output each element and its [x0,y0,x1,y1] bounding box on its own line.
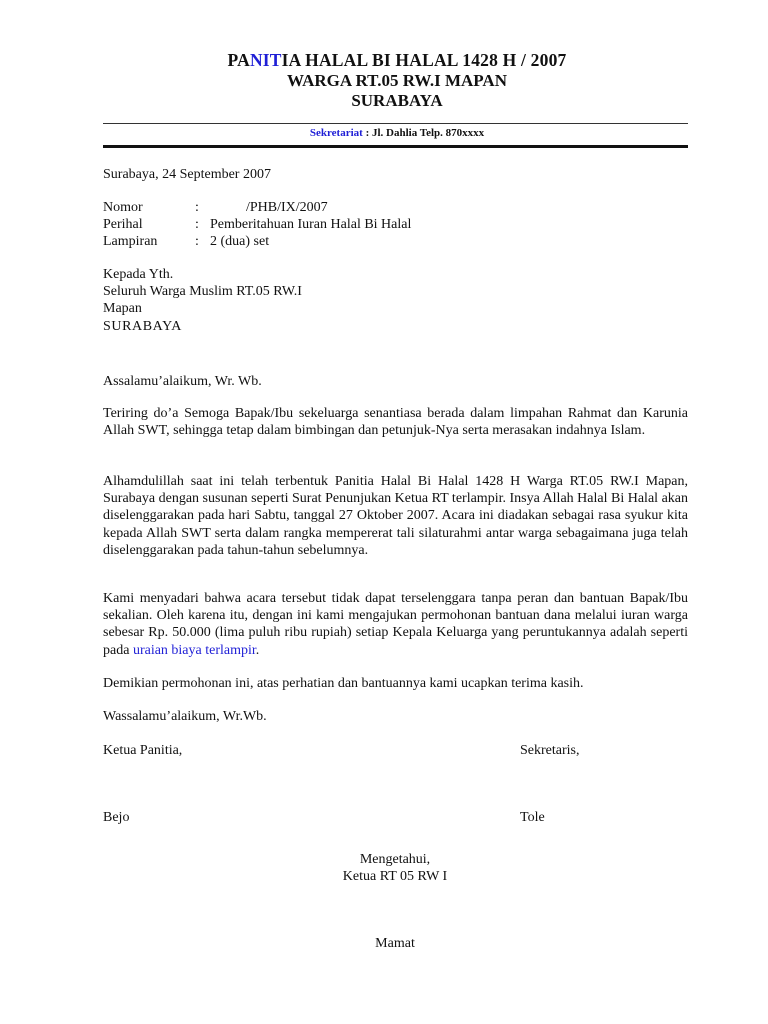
body-paragraph: Teriring do’a Semoga Bapak/Ibu sekeluarga senantiasa berada dalam limpahan Rahmat dan Karunia Allah SWT, sehingga tetap dalam bimbingan dan petunjuk-Nya serta merasakan indahnya Islam. [103,406,688,439]
closing-request: Demikian permohonan ini, atas perhatian dan bantuannya kami ucapkan terima kasih. [103,676,584,691]
letter-city: SURABAYA [351,91,443,110]
header-divider-bottom [103,145,688,148]
secretary-title: Sekretaris, [520,743,580,758]
meta-sep-nomor: : [195,200,199,215]
recipient-line: Seluruh Warga Muslim RT.05 RW.I [103,284,302,299]
chair-name: Bejo [103,810,130,825]
secretariat-line [0,127,768,139]
acknowledged-label: Mengetahui, [359,852,431,867]
meta-value-perihal: Pemberitahuan Iuran Halal Bi Halal [210,217,412,232]
greeting: Assalamu’alaikum, Wr. Wb. [103,374,262,389]
letter-date: Surabaya, 24 September 2007 [103,167,271,182]
rt-name: Mamat [375,936,415,951]
rt-title: Ketua RT 05 RW I [342,869,448,884]
recipient-line: SURABAYA [103,319,182,334]
recipient-line: Mapan [103,301,142,316]
secretariat-label: Sekretariat [309,127,363,139]
attachment-link[interactable]: uraian biaya terlampir [132,642,256,658]
chair-title: Ketua Panitia, [103,743,183,758]
secretariat-address: : Jl. Dahlia Telp. 870xxxx [362,127,485,139]
meta-sep-lampiran: : [195,234,199,249]
header-divider-top [103,123,688,124]
recipient-line: Kepada Yth. [103,267,174,282]
meta-value-lampiran: 2 (dua) set [210,234,270,249]
meta-label-perihal: Perihal [103,217,143,232]
body-paragraph: Alhamdulillah saat ini telah terbentuk Panitia Halal Bi Halal 1428 H Warga RT.05 RW.I Mapan, Surabaya dengan susunan seperti Surat Penunjukan Ketua RT terlampir. Insya Allah Halal Bi Halal akan diselenggarakan pada hari Sabtu, tanggal 27 Oktober 2007. Acara ini diadakan sebagai rasa syukur kita kepada Allah SWT serta dalam rangka mempererat tali silaturahmi antar warga sebagaimana juga telah diselenggarakan pada tahun-tahun sebelumnya. [103,474,688,558]
secretary-name: Tole [520,810,545,825]
meta-label-lampiran: Lampiran [103,234,158,249]
meta-value-nomor: /PHB/IX/2007 [246,200,328,215]
farewell: Wassalamu’alaikum, Wr.Wb. [103,709,267,724]
letter-title: PANITIA HALAL BI HALAL 1428 H / 2007 [227,50,567,70]
body-paragraph: Kami menyadari bahwa acara tersebut tidak dapat terselenggara tanpa peran dan bantuan Bapak/Ibu sekalian. Oleh karena itu, dengan ini kami mengajukan permohonan bantuan dana melalui iuran warga sebesar Rp. 50.000 (lima puluh ribu rupiah) setiap Kepala Keluarga yang peruntukannya adalah seperti pada uraian biaya terlampir. [103,591,688,658]
meta-sep-perihal: : [195,217,199,232]
meta-label-nomor: Nomor [103,200,143,215]
letter-subtitle: WARGA RT.05 RW.I MAPAN [287,71,507,90]
